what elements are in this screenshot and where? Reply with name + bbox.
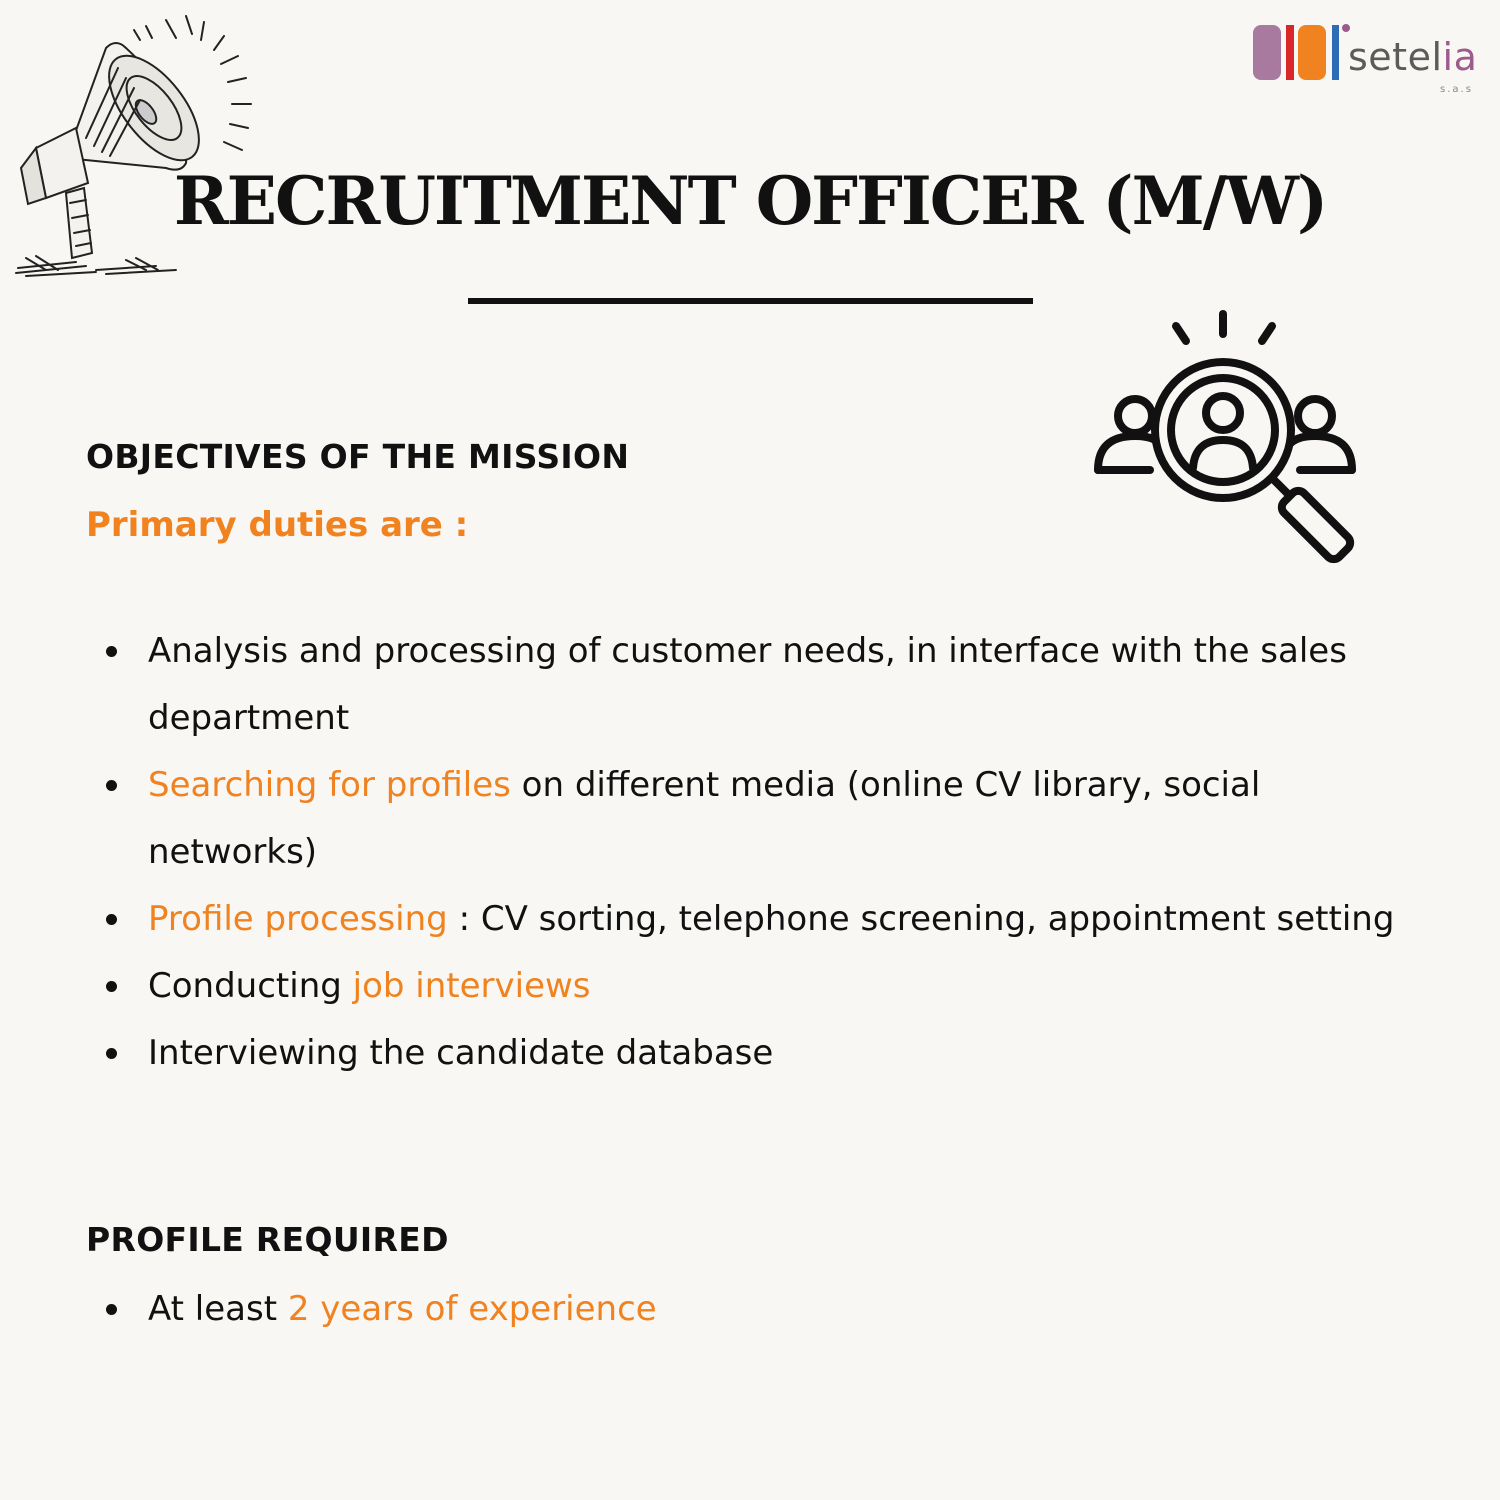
page-title: RECRUITMENT OFFICER (M/W) [173,162,1327,240]
objectives-heading: OBJECTIVES OF THE MISSION [86,437,630,476]
list-item: Conducting job interviews [148,953,1428,1020]
list-item: Searching for profiles on different media (online CV library, social networks) [148,752,1428,886]
logo-wordmark: setelia [1348,35,1478,79]
logo-mark [1250,22,1350,84]
duties-subheading: Primary duties are : [86,505,469,545]
list-item: Interviewing the candidate database [148,1020,1428,1087]
list-item: Analysis and processing of customer needs, in interface with the sales department [148,618,1428,752]
setelia-logo [1250,22,1486,100]
title-divider [468,298,1033,304]
profile-list [148,1276,1428,1343]
list-item: Profile processing : CV sorting, telephone screening, appointment setting [148,886,1428,953]
search-people-icon [1090,308,1370,568]
list-item: At least 2 years of experience [148,1276,1428,1343]
logo-subtitle: s.a.s [1440,84,1473,95]
profile-heading: PROFILE REQUIRED [86,1220,449,1259]
duties-list [148,618,1428,1087]
